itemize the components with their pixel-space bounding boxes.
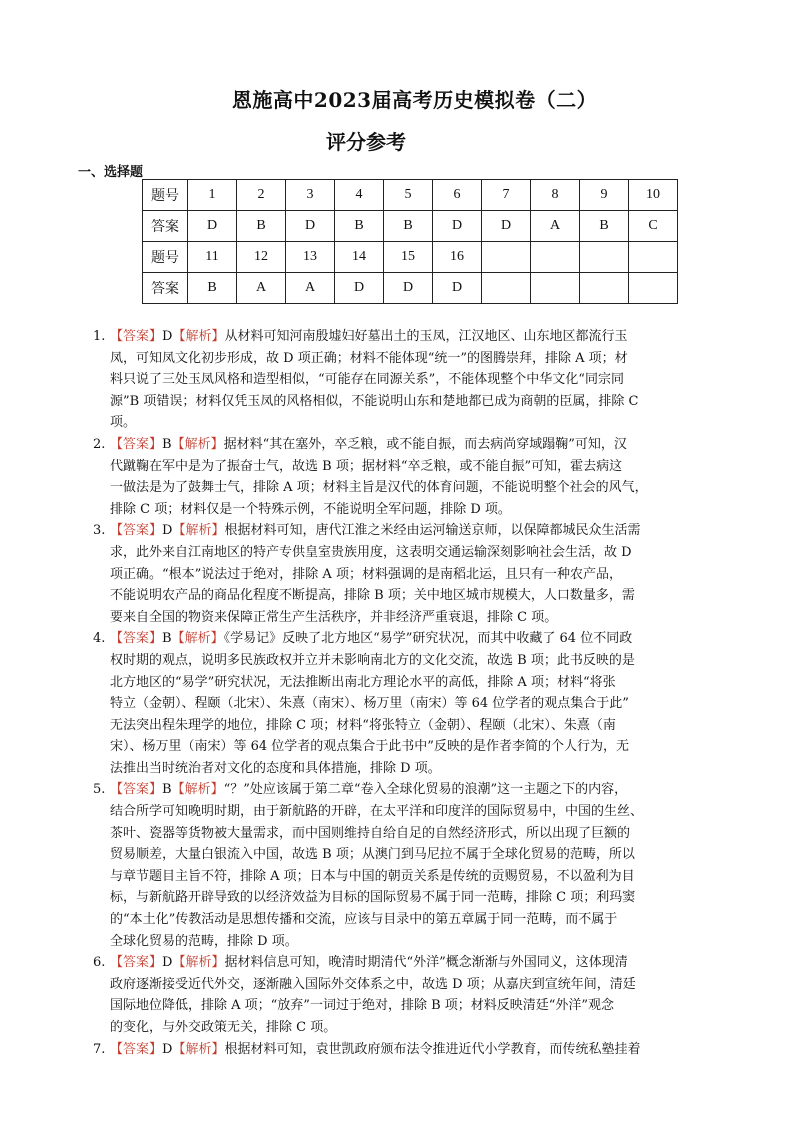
answer-tag: 【答案】 bbox=[110, 782, 163, 798]
table-cell: 11 bbox=[188, 242, 237, 273]
page-title: 恩施高中2023届高考历史模拟卷（二） bbox=[231, 88, 598, 112]
explanation-line: 茶叶、瓷器等货物被大量需求，而中国则维持自给自足的自然经济形式，所以出现了巨额的 bbox=[110, 825, 631, 841]
explanation-line: 排除 C 项；材料仅是一个特殊示例，不能说明全军问题，排除 D 项。 bbox=[110, 501, 511, 517]
table-cell: B bbox=[237, 211, 286, 242]
explanation-item bbox=[93, 628, 753, 779]
table-cell: 8 bbox=[531, 180, 580, 211]
answer-value: D bbox=[162, 523, 173, 539]
answer-tag: 【答案】 bbox=[110, 1041, 163, 1057]
explanation-line: 的“本土化”传教活动是思想传播和交流，应该与目录中的第五章属于同一范畴，而不属于 bbox=[110, 912, 618, 928]
explanation-line: 北方地区的“易学”研究状况，无法推断出南北方理论水平的高低，排除 A 项；材料“将张 bbox=[110, 674, 616, 690]
table-cell: A bbox=[237, 273, 286, 304]
table-cell: 15 bbox=[384, 242, 433, 273]
explanation-line: 无法突出程朱理学的地位，排除 C 项；材料“将张特立（金朝）、程颐（北宋）、朱熹（南 bbox=[110, 717, 616, 733]
row-label: 答案 bbox=[143, 273, 188, 304]
explanation-line: 项正确。“根本”说法过于绝对，排除 A 项；材料强调的是南稻北运，且只有一种农产品， bbox=[110, 566, 622, 582]
explanation-line: 《学易记》反映了北方地区“易学”研究状况，而其中收藏了 64 位不同政 bbox=[223, 631, 633, 647]
explanation-item bbox=[93, 1039, 753, 1061]
analysis-tag: 【解析】 bbox=[171, 436, 224, 452]
row-label: 题号 bbox=[143, 180, 188, 211]
explanation-line: 从材料可知河南殷墟妇好墓出土的玉凤，江汉地区、山东地区都流行玉 bbox=[224, 329, 628, 344]
explanation-list bbox=[93, 326, 753, 1060]
analysis-tag: 【解析】 bbox=[172, 523, 225, 539]
explanation-line: 料只说了三处玉凤风格和造型相似，“可能存在同源关系”，不能体现整个中华文化“同宗同 bbox=[110, 372, 624, 388]
analysis-tag: 【解析】 bbox=[171, 631, 224, 647]
answer-tag: 【答案】 bbox=[110, 631, 163, 647]
explanation-line: 标，与新航路开辟导致的以经济效益为目标的国际贸易不属于同一范畴，排除 C 项；利玛窦 bbox=[110, 890, 636, 906]
table-cell: 1 bbox=[188, 180, 237, 211]
table-cell: B bbox=[188, 273, 237, 304]
answer-value: D bbox=[162, 329, 173, 344]
explanation-line: 贸易顺差，大量白银流入中国，故选 B 项；从澳门到马尼拉不属于全球化贸易的范畴，所以 bbox=[110, 847, 635, 863]
explanation-line: 全球化贸易的范畴，排除 D 项。 bbox=[110, 933, 298, 949]
explanation-line: 法推出当时统治者对文化的态度和具体措施，排除 D 项。 bbox=[110, 760, 441, 776]
explanation-line: 不能说明农产品的商品化程度不断提高，排除 B 项；关中地区城市规模大，人口数量多，需 bbox=[110, 588, 635, 604]
answer-tag: 【答案】 bbox=[110, 329, 163, 344]
table-cell bbox=[531, 242, 580, 273]
explanation-line: “？”处应该属于第二章“卷入全球化贸易的浪潮”这一主题之下的内容， bbox=[223, 782, 628, 798]
answer-value: B bbox=[162, 436, 172, 452]
item-number: 3. bbox=[93, 523, 106, 539]
table-cell: 16 bbox=[433, 242, 482, 273]
explanation-item bbox=[93, 326, 753, 434]
row-label: 答案 bbox=[143, 211, 188, 242]
table-cell: D bbox=[482, 211, 531, 242]
item-number: 2. bbox=[93, 436, 106, 452]
explanation-line: 一做法是为了鼓舞士气，排除 A 项；材料主旨是汉代的体育问题，不能说明整个社会的风气， bbox=[110, 480, 648, 496]
explanation-line: 根据材料可知，袁世凯政府颁布法令推进近代小学教育，而传统私塾挂着 bbox=[224, 1041, 641, 1057]
table-cell: A bbox=[286, 273, 335, 304]
table-cell: D bbox=[286, 211, 335, 242]
table-cell: C bbox=[629, 211, 678, 242]
table-cell: 3 bbox=[286, 180, 335, 211]
explanation-line: 项。 bbox=[110, 415, 137, 431]
row-label: 题号 bbox=[143, 242, 188, 273]
explanation-line: 根据材料可知，唐代江淮之米经由运河输送京师，以保障都城民众生活需 bbox=[224, 523, 641, 539]
answer-tag: 【答案】 bbox=[110, 523, 163, 539]
item-number: 7. bbox=[93, 1041, 106, 1057]
explanation-line: 国际地位降低，排除 A 项；“放弃”一词过于绝对，排除 B 项；材料反映清廷“外洋”观念 bbox=[110, 998, 615, 1014]
table-cell: D bbox=[188, 211, 237, 242]
analysis-tag: 【解析】 bbox=[172, 955, 225, 971]
explanation-line: 与章节题目主旨不符，排除 A 项；日本与中国的朝贡关系是传统的贡赐贸易，不以盈利为目 bbox=[110, 868, 635, 884]
table-cell: 14 bbox=[335, 242, 384, 273]
table-cell: D bbox=[433, 273, 482, 304]
table-cell: A bbox=[531, 211, 580, 242]
analysis-tag: 【解析】 bbox=[171, 782, 224, 798]
question-number-row bbox=[143, 242, 678, 273]
explanation-item bbox=[93, 779, 753, 952]
table-cell bbox=[580, 242, 629, 273]
explanation-line: 据材料信息可知，晚清时期清代“外洋”概念渐渐与外国同义，这体现清 bbox=[224, 955, 628, 971]
question-number-row bbox=[143, 180, 678, 211]
explanation-line: 要来自全国的物资来保障正常生产生活秩序，并非经济严重衰退，排除 C 项。 bbox=[110, 609, 558, 625]
answer-row bbox=[143, 211, 678, 242]
item-number: 5. bbox=[93, 782, 106, 798]
table-cell: B bbox=[335, 211, 384, 242]
explanation-item bbox=[93, 952, 753, 1038]
table-cell: 7 bbox=[482, 180, 531, 211]
explanation-line: 凤，可知凤文化初步形成，故 D 项正确；材料不能体现“统一”的图腾崇拜，排除 A 项；材 bbox=[110, 350, 628, 366]
answer-tag: 【答案】 bbox=[110, 436, 163, 452]
answer-value: B bbox=[162, 782, 172, 798]
explanation-line: 源”B 项错误；材料仅凭玉凤的风格相似，不能说明山东和楚地都已成为商朝的臣属，排除 C bbox=[110, 393, 639, 409]
table-cell: 4 bbox=[335, 180, 384, 211]
explanation-line: 宋）、杨万里（南宋）等 64 位学者的观点集合于此书中”反映的是作者李简的个人行为，无 bbox=[110, 739, 629, 755]
answer-value: D bbox=[162, 955, 173, 971]
table-cell: 2 bbox=[237, 180, 286, 211]
item-number: 6. bbox=[93, 955, 106, 971]
explanation-line: 特立（金朝）、程颐（北宋）、朱熹（南宋）、杨万里（南宋）等 64 位学者的观点集合于此” bbox=[110, 696, 629, 712]
table-cell: 13 bbox=[286, 242, 335, 273]
table-cell bbox=[580, 273, 629, 304]
answer-row bbox=[143, 273, 678, 304]
table-cell: 10 bbox=[629, 180, 678, 211]
explanation-line: 求，此外来自江南地区的特产专供皇室贵族用度，这表明交通运输深刻影响社会生活，故 D bbox=[110, 544, 632, 560]
answer-value: D bbox=[162, 1041, 173, 1057]
table-cell: D bbox=[335, 273, 384, 304]
table-cell: B bbox=[384, 211, 433, 242]
explanation-line: 代蹴鞠在军中是为了振奋士气，故选 B 项；据材料“卒乏粮，或不能自振”可知，霍去病这 bbox=[110, 458, 623, 474]
table-cell: 9 bbox=[580, 180, 629, 211]
table-cell bbox=[482, 242, 531, 273]
table-cell: 6 bbox=[433, 180, 482, 211]
page-subtitle: 评分参考 bbox=[326, 130, 406, 154]
item-number: 4. bbox=[93, 631, 106, 647]
section-heading: 一、选择题 bbox=[78, 165, 144, 180]
item-number: 1. bbox=[93, 329, 106, 344]
answer-table bbox=[142, 179, 678, 304]
table-cell bbox=[482, 273, 531, 304]
table-cell: B bbox=[580, 211, 629, 242]
table-cell bbox=[629, 273, 678, 304]
answer-value: B bbox=[162, 631, 172, 647]
explanation-line: 据材料“其在塞外，卒乏粮，或不能自振，而去病尚穿域蹋鞠”可知，汉 bbox=[223, 436, 627, 452]
explanation-item bbox=[93, 520, 753, 628]
table-cell: D bbox=[433, 211, 482, 242]
analysis-tag: 【解析】 bbox=[172, 329, 225, 344]
table-cell bbox=[629, 242, 678, 273]
explanation-line: 政府逐渐接受近代外交，逐渐融入国际外交体系之中，故选 D 项；从嘉庆到宣统年间，清廷 bbox=[110, 976, 636, 992]
table-cell: D bbox=[384, 273, 433, 304]
explanation-item bbox=[93, 434, 753, 520]
table-cell: 5 bbox=[384, 180, 433, 211]
table-cell: 12 bbox=[237, 242, 286, 273]
table-cell bbox=[531, 273, 580, 304]
explanation-line: 结合所学可知晚明时期，由于新航路的开辟，在太平洋和印度洋的国际贸易中，中国的生丝、 bbox=[110, 804, 644, 820]
analysis-tag: 【解析】 bbox=[172, 1041, 225, 1057]
answer-tag: 【答案】 bbox=[110, 955, 163, 971]
explanation-line: 的变化，与外交政策无关，排除 C 项。 bbox=[110, 1020, 337, 1035]
explanation-line: 权时期的观点，说明多民族政权并立并未影响南北方的文化交流，故选 B 项；此书反映的是 bbox=[110, 652, 635, 668]
